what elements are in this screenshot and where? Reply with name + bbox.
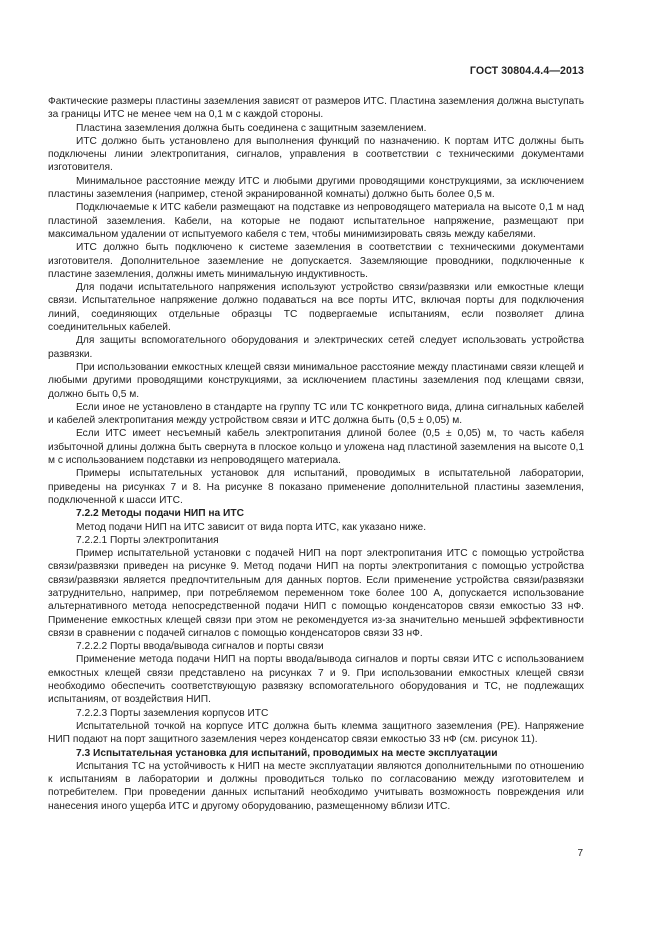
paragraph: Если ИТС имеет несъемный кабель электропитания длиной более (0,5 ± 0,05) м, то часть кабеля избыточной длины должна быть свернута в плоское кольцо и уложена над пластиной заземления на высоте 0,1 м с использованием подставки из непроводящего материала.: [48, 428, 584, 467]
subsection-heading: 7.2.2.2 Порты ввода/вывода сигналов и порты связи: [76, 641, 324, 653]
paragraph: Если иное не установлено в стандарте на группу ТС или ТС конкретного вида, длина сигнальных кабелей и кабелей электропитания между устройством связи и ИТС должна быть (0,5 ± 0,05) м.: [48, 401, 584, 427]
paragraph: Применение метода подачи НИП на порты ввода/вывода сигналов и порты связи ИТС с использованием емкостных клещей связи представлено на рисунках 7 и 9. При использовании емкостных клещей связи необходимо обеспечить соответствующую развязку вспомогательного оборудования и ТС, не подлежащих испытаниям, от воздействия НИП.: [48, 654, 584, 706]
paragraph: Пластина заземления должна быть соединена с защитным заземлением.: [76, 122, 427, 134]
section-heading: 7.3 Испытательная установка для испытаний, проводимых на месте эксплуатации: [76, 747, 498, 759]
paragraph: Подключаемые к ИТС кабели размещают на подставке из непроводящего материала на высоте 0,1 м над пластиной заземления. Кабели, на которые не подают испытательное напряжение, размещают при максимальном удалении от испытуемого кабеля с тем, чтобы минимизировать связь между кабелями.: [48, 202, 584, 240]
page-number: 7: [577, 848, 583, 859]
page-body: [48, 95, 584, 813]
standard-header: ГОСТ 30804.4.4—2013: [469, 65, 584, 77]
paragraph: ИТС должно быть подключено к системе заземления в соответствии с техническими документами изготовителя. Дополнительное заземление не допускается. Заземляющие проводники, подключенные к пластине заземления, должны иметь минимальную индуктивность.: [48, 242, 584, 280]
subsection-heading: 7.2.2.1 Порты электропитания: [76, 534, 219, 546]
paragraph: Испытания ТС на устойчивость к НИП на месте эксплуатации являются дополнительными по отношению к испытаниям в лаборатории и должны проводиться только по согласованию между изготовителем и потребителем. При проведении данных испытаний необходимо учитывать возможность повреждения или нанесения иного ущерба ИТС и другому оборудованию, размещенному вблизи ИТС.: [48, 760, 584, 812]
paragraph: При использовании емкостных клещей связи минимальное расстояние между пластинами связи клещей и любыми другими проводящими конструкциями, за исключением пластины заземления под клещами связи, должно быть 0,5 м.: [48, 361, 584, 400]
section-heading: 7.2.2 Методы подачи НИП на ИТС: [76, 508, 244, 520]
paragraph: Минимальное расстояние между ИТС и любыми другими проводящими конструкциями, за исключением пластины заземления (например, стеной экранированной комнаты) должно быть более 0,5 м.: [48, 175, 584, 201]
paragraph: Метод подачи НИП на ИТС зависит от вида порта ИТС, как указано ниже.: [76, 521, 427, 533]
paragraph: Для подачи испытательного напряжения используют устройство связи/развязки или емкостные клещи связи. Испытательное напряжение должно подаваться на все порты ИТС, включая порты для подключения линий, соединяющих отдельные образцы ТС подвергаемые испытаниям, если позволяет длина соединительных кабелей.: [48, 282, 584, 334]
paragraph: Примеры испытательных установок для испытаний, проводимых в испытательной лаборатории, приведены на рисунках 7 и 8. На рисунке 8 показано применение дополнительной пластины заземления, подключенной к шасси ИТС.: [48, 468, 584, 506]
paragraph: Фактические размеры пластины заземления зависят от размеров ИТС. Пластина заземления должна выступать за границы ИТС не менее чем на 0,1 м с каждой стороны.: [48, 96, 584, 121]
subsection-heading: 7.2.2.3 Порты заземления корпусов ИТС: [76, 707, 269, 719]
paragraph: ИТС должно быть установлено для выполнения функций по назначению. К портам ИТС должны быть подключены линии электропитания, сигналов, управления в соответствии с техническими документами изготовителя.: [48, 135, 584, 174]
paragraph: Для защиты вспомогательного оборудования и электрических сетей следует использовать устройства развязки.: [48, 335, 584, 360]
paragraph: Пример испытательной установки с подачей НИП на порт электропитания ИТС с помощью устройства связи/развязки приведен на рисунке 9. Метод подачи НИП на порты электропитания с помощью устройства связи/развязки является предпочтительным для данных портов. Если применение устройства связи/развязки затруднительно, например, при потребляемом переменном токе более 100 А, допускается использование альтернативного метода непосредственной подачи НИП с помощью конденсаторов связи емкостью 33 нФ. Применение емкостных клещей связи при этом не рекомендуется из-за значительно меньшей эффективности связи в сравнении с подачей сигналов с помощью конденсаторов связи 33 нФ.: [48, 548, 584, 639]
paragraph: Испытательной точкой на корпусе ИТС должна быть клемма защитного заземления (PE). Напряжение НИП подают на порт защитного заземления через конденсатор связи емкостью 33 нФ (см. рисунок 11).: [48, 720, 584, 746]
